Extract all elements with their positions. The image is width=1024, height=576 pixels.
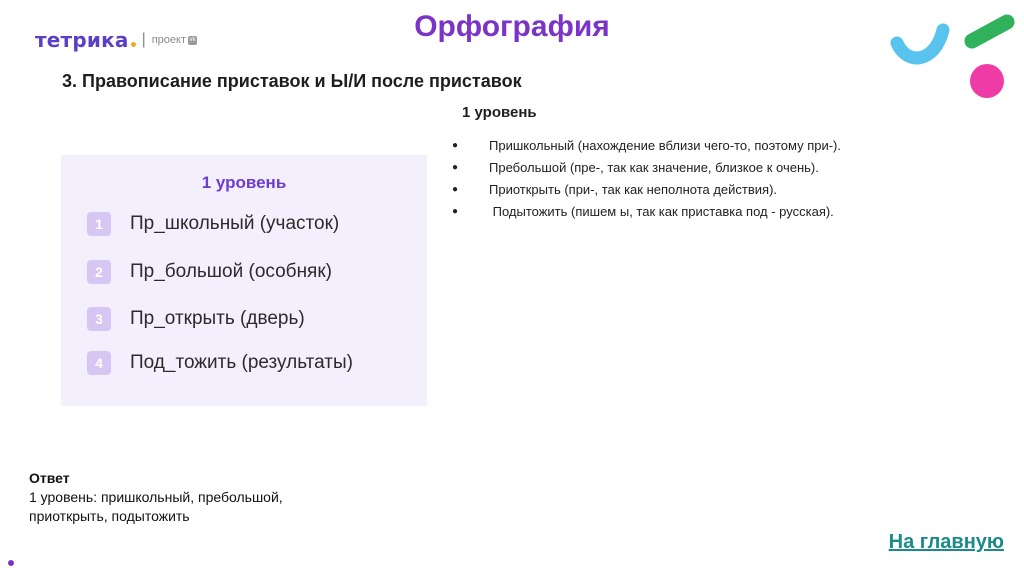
answer-block xyxy=(29,469,283,526)
corner-dot xyxy=(8,560,14,566)
task-card xyxy=(61,155,427,406)
bullet-icon: ● xyxy=(452,140,459,151)
task-text: Пр_большой (особняк) xyxy=(130,261,332,282)
task-number: 2 xyxy=(87,260,111,284)
list-item xyxy=(452,201,841,223)
task-item xyxy=(87,307,305,331)
list-item xyxy=(452,135,841,157)
answer-line: 1 уровень: пришкольный, пребольшой, xyxy=(29,489,283,505)
task-text: Пр_открыть (дверь) xyxy=(130,308,305,329)
explanation-text: Подытожить (пишем ы, так как приставка под - русская). xyxy=(489,204,834,219)
list-item xyxy=(452,179,841,201)
level-heading: 1 уровень xyxy=(462,104,537,121)
explanation-list xyxy=(452,135,841,223)
pink-circle-icon xyxy=(970,64,1004,98)
task-text: Под_тожить (результаты) xyxy=(130,352,353,373)
task-item xyxy=(87,351,353,375)
home-link[interactable]: На главную xyxy=(888,531,1004,553)
green-pill-icon xyxy=(972,22,1007,41)
task-number: 3 xyxy=(87,307,111,331)
list-item xyxy=(452,157,841,179)
card-heading: 1 уровень xyxy=(201,173,287,192)
answer-line: приоткрыть, подытожить xyxy=(29,508,190,524)
logo-separator: | xyxy=(141,31,146,48)
logo-project: проект xyxy=(151,34,187,46)
vk-badge-icon: vk xyxy=(189,36,196,43)
task-text: Пр_школьный (участок) xyxy=(130,213,340,234)
task-number: 1 xyxy=(87,212,111,236)
task-number: 4 xyxy=(87,351,111,375)
decorative-shapes-icon xyxy=(885,8,1015,103)
logo-brand: тетрика xyxy=(35,28,129,52)
answer-title: Ответ xyxy=(29,470,70,486)
task-item xyxy=(87,260,332,284)
section-subtitle: 3. Правописание приставок и Ы/И после приставок xyxy=(62,71,522,91)
blue-arc-icon xyxy=(897,30,943,58)
bullet-icon: ● xyxy=(452,184,459,195)
explanation-text: Пребольшой (пре-, так как значение, близкое к очень). xyxy=(489,160,819,175)
explanation-text: Приоткрыть (при-, так как неполнота действия). xyxy=(489,182,778,197)
page-title: Орфография xyxy=(414,10,610,43)
bullet-icon: ● xyxy=(452,206,459,217)
explanation-text: Пришкольный (нахождение вблизи чего-то, поэтому при-). xyxy=(489,138,842,153)
task-item xyxy=(87,212,339,236)
bullet-icon: ● xyxy=(452,162,459,173)
